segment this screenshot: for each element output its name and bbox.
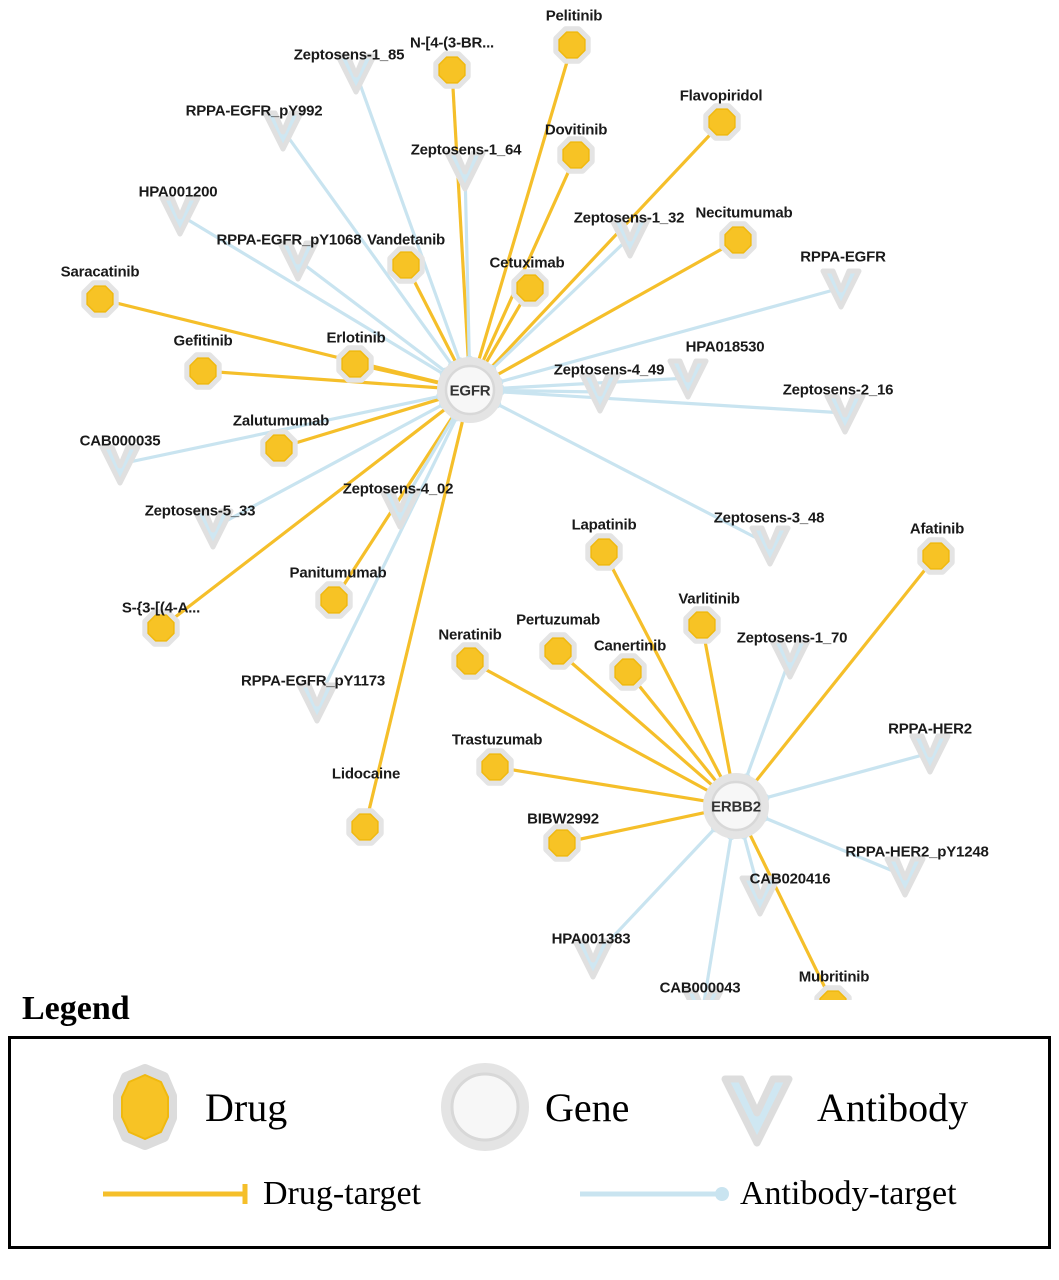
drug-node[interactable] (689, 612, 715, 638)
drug-node-label: Flavopiridol (679, 87, 763, 105)
drug-node[interactable] (725, 227, 751, 253)
legend-item-drug (99, 1061, 287, 1153)
drug-node-label: Erlotinib (326, 329, 386, 347)
antibody-node-label: RPPA-EGFR_pY1173 (240, 672, 386, 690)
drug-node-label: Neratinib (438, 626, 502, 644)
drug-node-label: Pertuzumab (516, 611, 600, 629)
graph-edge (746, 658, 790, 778)
antibody-node[interactable] (823, 271, 859, 307)
drug-node[interactable] (563, 142, 589, 168)
graph-edge (703, 836, 731, 1000)
graph-edge (765, 753, 930, 798)
drug-node-label: Pelitinib (545, 7, 603, 25)
antibody-node-label: Zeptosens-3_48 (713, 509, 825, 527)
antibody-node-label: HPA001383 (551, 930, 631, 948)
drug-node[interactable] (549, 830, 575, 856)
drug-node-label: Panitumumab (289, 564, 387, 582)
drug-node-label: Zalutumumab (232, 412, 330, 430)
drug-node[interactable] (352, 814, 378, 840)
drug-node-label: Varlitinib (678, 590, 740, 608)
drug-node-label: Mubritinib (798, 968, 870, 986)
legend (8, 990, 1051, 1249)
legend-box (8, 1036, 1051, 1249)
drug-target-edge-icon (99, 1179, 257, 1209)
antibody-node-label: HPA018530 (685, 338, 765, 356)
legend-item-antibody (711, 1061, 968, 1153)
legend-edge-antibody-target (576, 1175, 957, 1213)
antibody-node-label: Zeptosens-1_70 (736, 629, 848, 647)
drug-node[interactable] (545, 638, 571, 664)
antibody-node[interactable] (299, 685, 335, 721)
antibody-node-label: RPPA-HER2_pY1248 (845, 843, 989, 861)
drug-node[interactable] (517, 275, 543, 301)
antibody-node-label: Zeptosens-1_64 (410, 141, 522, 159)
antibody-node[interactable] (752, 528, 788, 564)
graph-edge (479, 45, 572, 361)
antibody-node-label: CAB020416 (749, 870, 831, 888)
legend-title: Legend (22, 990, 130, 1027)
gene-node-label: ERBB2 (711, 798, 761, 816)
drug-node-label: Lidocaine (331, 765, 401, 783)
drug-node[interactable] (393, 252, 419, 278)
drug-node[interactable] (148, 615, 174, 641)
drug-node-label: Saracatinib (60, 263, 140, 281)
graph-edge (755, 556, 936, 783)
antibody-node-label: Zeptosens-4_49 (553, 361, 665, 379)
octagon-icon (99, 1061, 191, 1153)
drug-node-label: Necitumumab (695, 204, 793, 222)
drug-node-label: N-[4-(3-BR... (409, 34, 495, 52)
legend-edge-drug-target (99, 1175, 421, 1213)
drug-node[interactable] (342, 351, 368, 377)
antibody-node[interactable] (827, 396, 863, 432)
drug-node-label: Trastuzumab (451, 731, 543, 749)
gene-node-label: EGFR (449, 382, 491, 400)
antibody-node[interactable] (887, 859, 923, 895)
legend-label-drug-target: Drug-target (263, 1175, 421, 1212)
drug-node-label: Canertinib (593, 637, 667, 655)
legend-label-antibody-target: Antibody-target (740, 1175, 957, 1212)
legend-label-gene: Gene (545, 1084, 630, 1130)
antibody-target-edge-icon (576, 1179, 734, 1209)
legend-label-antibody: Antibody (817, 1084, 969, 1130)
antibody-node-label: RPPA-EGFR_pY1068 (216, 231, 362, 249)
antibody-node-label: HPA001200 (138, 183, 218, 201)
antibody-node-label: RPPA-EGFR_pY992 (185, 102, 323, 120)
drug-node-label: Lapatinib (571, 516, 637, 534)
drug-node-label: S-{3-[(4-A... (121, 599, 201, 617)
drug-node[interactable] (457, 648, 483, 674)
antibody-node[interactable] (102, 447, 138, 483)
drug-node-label: Vandetanib (366, 231, 446, 249)
graph-edge (628, 672, 717, 783)
circle-icon (439, 1061, 531, 1153)
drug-node[interactable] (266, 435, 292, 461)
antibody-node-label: Zeptosens-2_16 (782, 381, 894, 399)
drug-node[interactable] (709, 109, 735, 135)
antibody-node-label: CAB000043 (659, 979, 741, 997)
graph-edge (499, 288, 841, 382)
antibody-node-label: Zeptosens-5_33 (144, 502, 256, 520)
drug-node[interactable] (923, 543, 949, 569)
antibody-node-label: Zeptosens-1_85 (293, 46, 405, 64)
drug-node-label: Cetuximab (489, 254, 565, 272)
drug-node[interactable] (439, 57, 465, 83)
drug-node[interactable] (190, 358, 216, 384)
legend-item-gene (439, 1061, 629, 1153)
chevron-icon (711, 1061, 803, 1153)
drug-node[interactable] (615, 659, 641, 685)
legend-label-drug: Drug (205, 1084, 288, 1130)
drug-node[interactable] (591, 539, 617, 565)
drug-node-label: Gefitinib (173, 332, 233, 350)
drug-node[interactable] (559, 32, 585, 58)
graph-edge (356, 73, 460, 362)
antibody-node-label: Zeptosens-4_02 (342, 480, 454, 498)
antibody-node[interactable] (912, 736, 948, 772)
antibody-node-label: RPPA-HER2 (888, 720, 972, 738)
drug-node-label: Afatinib (909, 520, 965, 538)
antibody-node-label: Zeptosens-1_32 (573, 209, 685, 227)
antibody-node-label: RPPA-EGFR (800, 248, 886, 266)
antibody-node-label: CAB000035 (79, 432, 161, 450)
antibody-node[interactable] (162, 198, 198, 234)
drug-node-label: BIBW2992 (527, 810, 599, 828)
drug-node[interactable] (321, 587, 347, 613)
drug-node[interactable] (482, 754, 508, 780)
drug-node[interactable] (87, 286, 113, 312)
drug-node-label: Dovitinib (544, 121, 608, 139)
graph-edge (702, 625, 730, 777)
